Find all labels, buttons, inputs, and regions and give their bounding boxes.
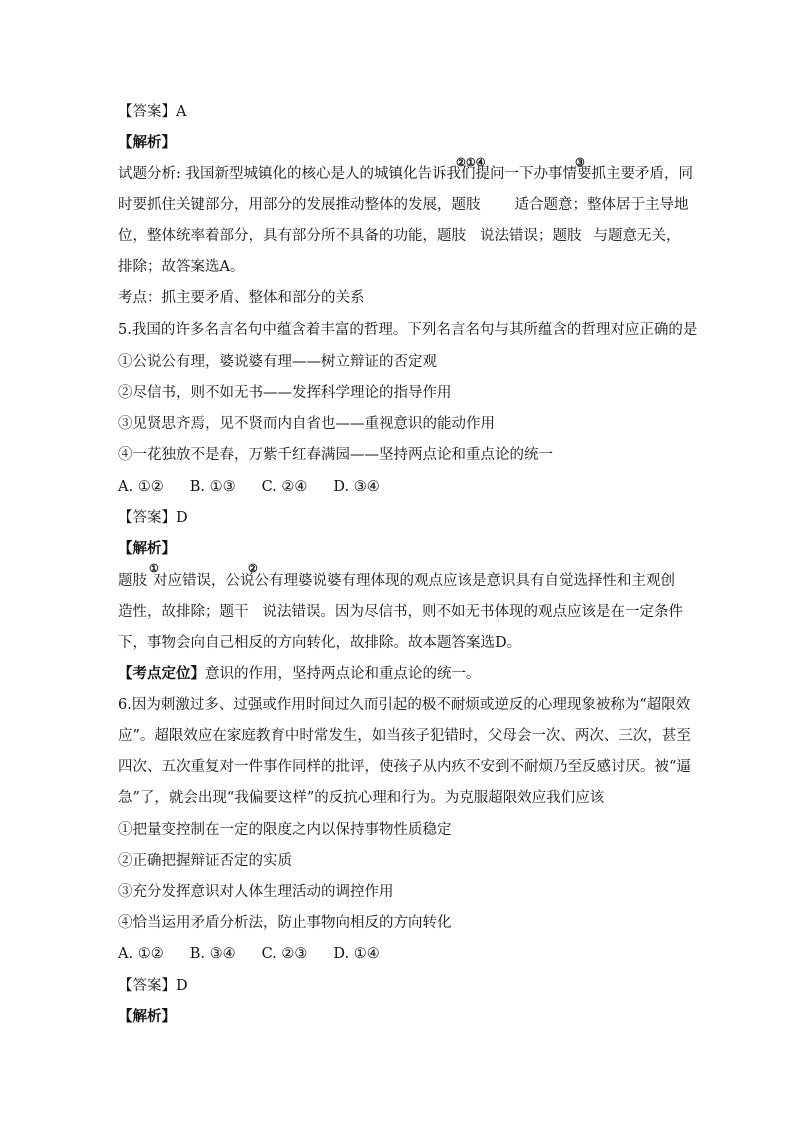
q5-option-3: ③见贤思齐焉，见不贤而内自省也——重视意识的能动作用 xyxy=(118,416,495,432)
q4-analysis-line-4: 排除；故答案选A。 xyxy=(118,259,245,275)
q5-choice-d: D. ③④ xyxy=(333,479,380,495)
q5-analysis-line-3: 下，事物会向自己相反的方向转化，故排除。故本题答案选D。 xyxy=(118,635,522,651)
q4-circle-markers-a: ②①④ xyxy=(456,156,486,169)
q4-answer: 【答案】A xyxy=(118,104,187,120)
q4-analysis-line-2 xyxy=(118,195,689,215)
q5-kaodian-text: 意识的作用，坚持两点论和重点论的统一。 xyxy=(205,666,481,682)
q4-analysis-line-1: 试题分析: 我国新型城镇化的核心是人的城镇化告诉我们提问一下办事情要抓主要矛盾，同 xyxy=(118,166,693,182)
q5-stem: 5.我国的许多名言名句中蕴含着丰富的哲理。下列名言名句与其所蕴含的哲理对应正确的是 xyxy=(118,322,698,338)
q5-choice-b: B. ①③ xyxy=(189,479,236,495)
q5-kaodian-label: 【考点定位】 xyxy=(118,665,205,682)
q6-choices xyxy=(118,944,678,964)
q6-stem-line-1: 6.因为刺激过多、过强或作用时间过久而引起的极不耐烦或逆反的心理现象被称为“超限效 xyxy=(118,697,691,713)
q5-circle-marker-2: ② xyxy=(248,562,258,575)
q6-choice-a: A. ①② xyxy=(118,946,164,962)
q4-analysis-line-3b: 说法错误；题肢 xyxy=(480,228,582,244)
q5-analysis-line-2b: 说法错误。因为尽信书，则不如无书体现的观点应该是在一定条件 xyxy=(262,604,683,620)
q5-choice-a: A. ①② xyxy=(118,479,164,495)
q4-analysis-heading: 【解析】 xyxy=(118,134,176,151)
q4-analysis-line-3c: 与题意无关， xyxy=(593,228,681,244)
q4-analysis-line-3 xyxy=(118,226,681,246)
q5-choices xyxy=(118,477,678,497)
q4-analysis-line-3a: 位，整体统率着部分，具有部分所不具备的功能，题肢 xyxy=(118,228,466,244)
q6-choice-b: B. ③④ xyxy=(189,946,236,962)
q4-circle-marker-b: ③ xyxy=(575,156,585,169)
q4-analysis-line-2b: 适合题意；整体居于主导地 xyxy=(514,197,689,213)
q5-analysis-line-1 xyxy=(118,571,678,591)
q4-kaodian: 考点：抓主要矛盾、整体和部分的关系 xyxy=(118,290,365,306)
q5-analysis-line-1b: 对应错误，公说公有理婆说婆有理体现的观点应该是意识具有自觉选择性和主观创 xyxy=(153,573,675,589)
q6-option-2: ②正确把握辩证否定的实质 xyxy=(118,853,292,869)
q6-option-1: ①把量变控制在一定的限度之内以保持事物性质稳定 xyxy=(118,822,452,838)
q5-option-1: ①公说公有理，婆说婆有理——树立辩证的否定观 xyxy=(118,354,437,370)
q4-analysis-line-2a: 时要抓住关键部分，用部分的发展推动整体的发展，题肢 xyxy=(118,197,481,213)
q5-analysis-line-2a: 造性，故排除；题干 xyxy=(118,604,249,620)
q6-choice-c: C. ②③ xyxy=(261,946,308,962)
q6-answer: 【答案】D xyxy=(118,978,188,994)
q5-analysis-heading: 【解析】 xyxy=(118,540,176,557)
q5-choice-c: C. ②④ xyxy=(261,479,308,495)
q6-stem-line-4: 急”了，就会出现“我偏要这样”的反抗心理和行为。为克服超限效应我们应该 xyxy=(118,790,605,806)
q5-option-4: ④一花独放不是春，万紫千红春满园——坚持两点论和重点论的统一 xyxy=(118,447,553,463)
q5-answer: 【答案】D xyxy=(118,510,188,526)
q6-option-4: ④恰当运用矛盾分析法，防止事物向相反的方向转化 xyxy=(118,915,452,931)
q5-analysis-line-2 xyxy=(118,602,683,622)
q6-choice-d: D. ①④ xyxy=(333,946,380,962)
q6-stem-line-2: 应”。超限效应在家庭教育中时常发生，如当孩子犯错时，父母会一次、两次、三次，甚至 xyxy=(118,728,691,744)
q5-circle-marker-1: ① xyxy=(149,562,159,575)
q6-analysis-heading: 【解析】 xyxy=(118,1008,176,1025)
q6-stem-line-3: 四次、五次重复对一件事作同样的批评，使孩子从内疚不安到不耐烦乃至反感讨厌。被“逼 xyxy=(118,759,691,775)
q6-option-3: ③充分发挥意识对人体生理活动的调控作用 xyxy=(118,884,394,900)
q5-kaodian xyxy=(118,664,678,684)
q5-analysis-line-1a: 题肢 xyxy=(118,573,147,589)
q5-option-2: ②尽信书，则不如无书——发挥科学理论的指导作用 xyxy=(118,385,452,401)
